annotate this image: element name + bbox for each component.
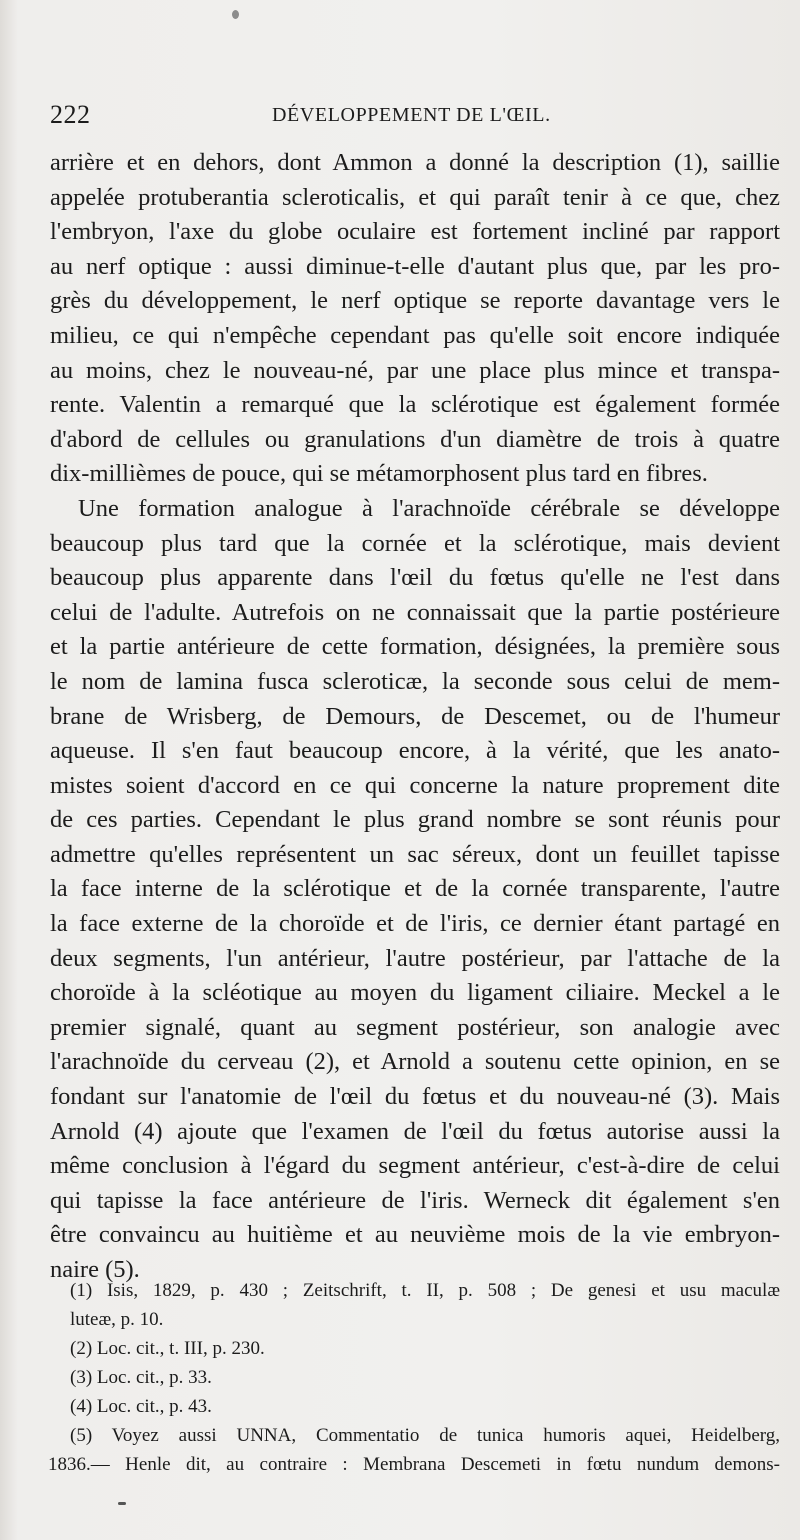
text-line: brane de Wrisberg, de Demours, de Descemet, ou de l'humeur [50, 702, 780, 730]
text-line: beaucoup plus apparente dans l'œil du fœtus qu'elle ne l'est dans [50, 564, 780, 592]
text-line: la face interne de la sclérotique et de la cornée transparente, l'autre [50, 875, 780, 903]
text-line: d'abord de cellules ou granulations d'un diamètre de trois à quatre [50, 425, 780, 453]
footnote-5-continued: 1836.— Henle dit, au contraire : Membrana Descemeti in fœtu nundum demons- [48, 1454, 780, 1475]
ink-mark [118, 1502, 126, 1505]
text-line: rente. Valentin a remarqué que la sclérotique est également formée [50, 391, 780, 419]
text-line: dix-millièmes de pouce, qui se métamorphosent plus tard en fibres. [50, 460, 708, 488]
text-line: et la partie antérieure de cette formation, désignées, la première sous [50, 633, 780, 661]
footnote-1: (1) Isis, 1829, p. 430 ; Zeitschrift, t. II, p. 508 ; De genesi et usu maculæ [70, 1280, 780, 1301]
running-title: DÉVELOPPEMENT DE L'ŒIL. [272, 104, 551, 126]
page-number: 222 [50, 100, 91, 129]
text-line: appelée protuberantia scleroticalis, et qui paraît tenir à ce que, chez [50, 183, 780, 211]
ink-speck [232, 10, 239, 19]
text-line: être convaincu au huitième et au neuvième mois de la vie embryon- [50, 1221, 780, 1249]
text-line: grès du développement, le nerf optique se reporte davantage vers le [50, 287, 780, 315]
footnotes [48, 1276, 780, 1479]
text-line: l'embryon, l'axe du globe oculaire est fortement incliné par rapport [50, 218, 780, 246]
footnote-1-continued: luteæ, p. 10. [70, 1309, 164, 1330]
text-line: beaucoup plus tard que la cornée et la sclérotique, mais devient [50, 529, 780, 557]
text-line: fondant sur l'anatomie de l'œil du fœtus et du nouveau-né (3). Mais [50, 1083, 780, 1111]
text-line: l'arachnoïde du cerveau (2), et Arnold a soutenu cette opinion, en se [50, 1048, 780, 1076]
footnote-4: (4) Loc. cit., p. 43. [70, 1396, 212, 1417]
text-line: premier signalé, quant au segment postérieur, son analogie avec [50, 1013, 780, 1041]
text-line: celui de l'adulte. Autrefois on ne connaissait que la partie postérieure [50, 598, 780, 626]
text-line: la face externe de la choroïde et de l'iris, ce dernier étant partagé en [50, 910, 780, 938]
text-line: milieu, ce qui n'empêche cependant pas qu'elle soit encore indiquée [50, 321, 780, 349]
paragraph-start-line: Une formation analogue à l'arachnoïde cérébrale se développe [78, 494, 780, 522]
text-line: admettre qu'elles représentent un sac séreux, dont un feuillet tapisse [50, 840, 780, 868]
footnote-2: (2) Loc. cit., t. III, p. 230. [70, 1338, 265, 1359]
text-line: de ces parties. Cependant le plus grand nombre se sont réunis pour [50, 806, 780, 834]
text-line: même conclusion à l'égard du segment antérieur, c'est-à-dire de celui [50, 1152, 780, 1180]
text-line: deux segments, l'un antérieur, l'autre postérieur, par l'attache de la [50, 944, 780, 972]
text-line: naire (5). [50, 1256, 140, 1283]
text-line: mistes soient d'accord en ce qui concerne la nature proprement dite [50, 771, 780, 799]
text-line: Arnold (4) ajoute que l'examen de l'œil du fœtus autorise aussi la [50, 1117, 780, 1145]
text-line: choroïde à la scléotique au moyen du ligament ciliaire. Meckel a le [50, 979, 780, 1007]
text-line: arrière et en dehors, dont Ammon a donné la description (1), saillie [50, 149, 780, 176]
body-text [50, 146, 780, 1288]
footnote-5: (5) Voyez aussi UNNA, Commentatio de tunica humoris aquei, Heidelberg, [70, 1425, 780, 1446]
text-line: le nom de lamina fusca scleroticæ, la seconde sous celui de mem- [50, 667, 780, 695]
text-line: aqueuse. Il s'en faut beaucoup encore, à la vérité, que les anato- [50, 737, 780, 765]
footnote-3: (3) Loc. cit., p. 33. [70, 1367, 212, 1388]
text-line: au moins, chez le nouveau-né, par une place plus mince et transpa- [50, 356, 780, 384]
running-head [50, 100, 780, 136]
text-line: au nerf optique : aussi diminue-t-elle d'autant plus que, par les pro- [50, 252, 780, 280]
text-line: qui tapisse la face antérieure de l'iris. Werneck dit également s'en [50, 1186, 780, 1214]
